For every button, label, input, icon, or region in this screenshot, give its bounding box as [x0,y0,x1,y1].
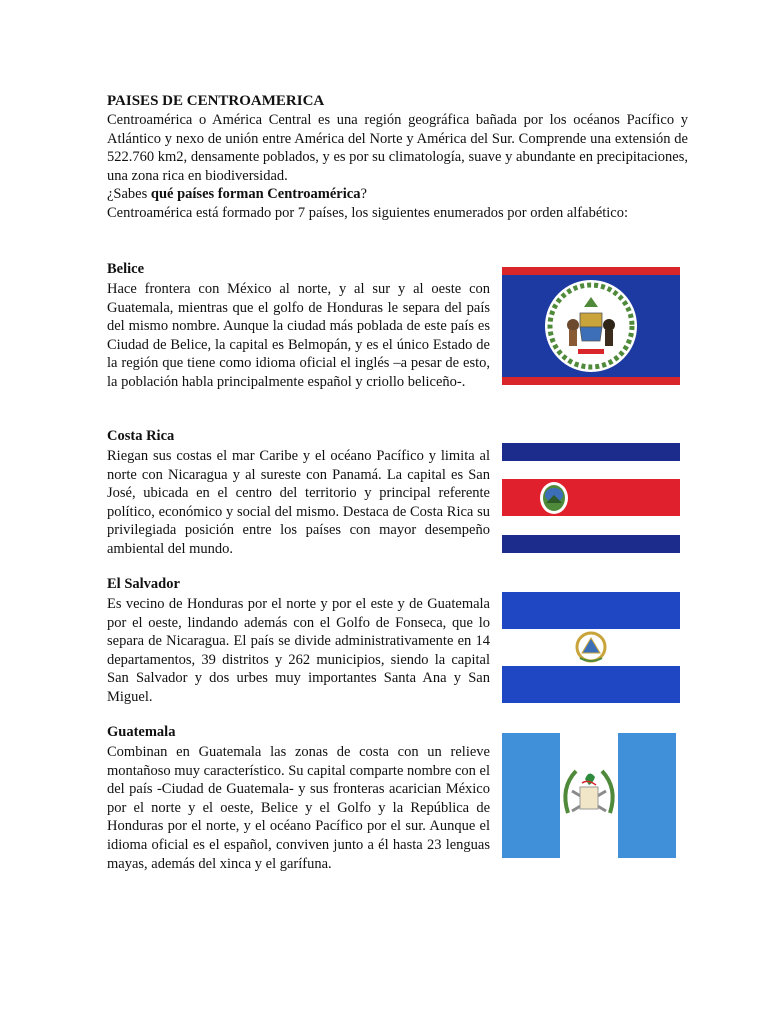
belize-flag-image [502,267,680,385]
country-section-costa-rica [107,427,490,559]
question-line [107,185,688,204]
question-prefix: ¿Sabes [107,186,151,203]
list-intro: Centroamérica está formado por 7 países, los siguientes enumerados por orden alfabético: [107,204,629,221]
country-name-belice: Belice [107,261,145,277]
question-suffix: ? [360,186,367,203]
country-section-belice [107,260,490,392]
intro-paragraph: Centroamérica o América Central es una región geográfica bañada por los océanos Pacífico y Atlántico y nexo de unión entre América del Norte y América del Sur. Comprende una extensión de 522.760 km2, densamente poblados, y es por su climatología, suave y abundante en precipitaciones, una zona rica en biodiversidad. [107,112,688,184]
country-text-belice: Hace frontera con México al norte, y al sur y al oeste con Guatemala, mientras que el golfo de Honduras le separa del país del mismo nombre. Aunque la ciudad más poblada de este país es Ciudad de Belice, la capital es Belmopán, y es el único Estado de la región que tiene como idioma oficial el inglés –a pesar de esto, la población habla principalmente español y criollo beliceño-. [107,281,490,390]
country-section-el-salvador [107,575,490,707]
costa-rica-flag-image [502,443,680,553]
country-text-costa-rica: Riegan sus costas el mar Caribe y el océano Pacífico y limita al norte con Nicaragua y al sureste con Panamá. La capital es San José, ubicada en el centro del territorio y principal referente político, económico y social del mismo. Destaca de Costa Rica su privilegiada posición entre los países con mayor desempeño ambiental del mundo. [107,448,490,557]
country-section-guatemala [107,723,490,873]
country-name-el-salvador: El Salvador [107,576,180,592]
intro-block [107,111,688,223]
country-text-guatemala: Combinan en Guatemala las zonas de costa con un relieve montañoso muy característico. Su capital comparte nombre con el del país -Ciudad de Guatemala- y sus fronteras acarician México por el norte y el oeste, Belice y el Golfo y la República de Honduras por el norte, y el océano Pacífico por el sur. Aunque el idioma oficial es el español, conviven junto a él hasta 23 lenguas mayas, además del xinca y el garífuna. [107,744,490,872]
page-title: PAISES DE CENTROAMERICA [107,93,325,109]
question-bold-text: qué países forman Centroamérica [150,186,361,203]
country-name-guatemala: Guatemala [107,724,176,740]
country-name-costa-rica: Costa Rica [107,428,175,444]
country-text-el-salvador: Es vecino de Honduras por el norte y por el este y de Guatemala por el oeste, lindando además con el Golfo de Fonseca, que lo separa de Nicaragua. El país se divide administrativamente en 14 departamentos, 39 distritos y 262 municipios, siendo la capital San Salvador y dos urbes muy importantes Santa Ana y San Miguel. [107,596,490,705]
el-salvador-flag-image [502,592,680,703]
guatemala-flag-image [502,733,676,858]
